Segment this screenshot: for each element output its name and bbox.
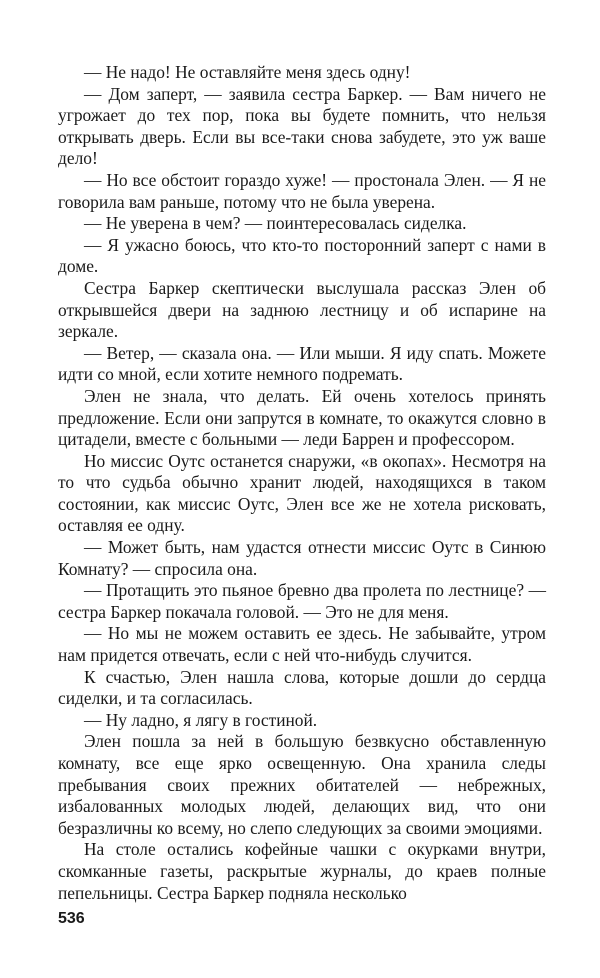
paragraph: — Дом заперт, — заявила сестра Баркер. — Вам ничего не угрожает до тех пор, пока вы будете помнить, что нельзя открывать дверь. Если вы все-таки снова забудете, это уж ваше дело! bbox=[58, 83, 546, 169]
paragraph: Сестра Баркер скептически выслушала рассказ Элен об открывшейся двери на заднюю лестницу и об испарине на зеркале. bbox=[58, 277, 546, 342]
paragraph: На столе остались кофейные чашки с окурками внутри, скомканные газеты, раскрытые журналы, до краев полные пепельницы. Сестра Баркер подняла несколько bbox=[58, 839, 546, 903]
paragraph: К счастью, Элен нашла слова, которые дошли до сердца сиделки, и та согласилась. bbox=[58, 666, 546, 709]
paragraph: — Ветер, — сказала она. — Или мыши. Я иду спать. Можете идти со мной, если хотите немного подремать. bbox=[58, 342, 546, 385]
paragraph: Элен не знала, что делать. Ей очень хотелось принять предложение. Если они запрутся в комнате, то окажутся словно в цитадели, вместе с больными — леди Баррен и профессором. bbox=[58, 385, 546, 450]
paragraph: Элен пошла за ней в большую безвкусно обставленную комнату, все еще ярко освещенную. Она хранила следы пребывания своих прежних обитателей — небрежных, избалованных молодых людей, делающих вид, что они безразличны ко всему, но слепо следующих за своими эмоциями. bbox=[58, 731, 546, 838]
paragraph: — Я ужасно боюсь, что кто-то посторонний заперт с нами в доме. bbox=[58, 234, 546, 277]
paragraph: — Но все обстоит гораздо хуже! — простонала Элен. — Я не говорила вам раньше, потому что не была уверена. bbox=[58, 169, 546, 212]
paragraph: — Ну ладно, я лягу в гостиной. bbox=[84, 709, 318, 730]
paragraph: — Протащить это пьяное бревно два пролета по лестнице? — сестра Баркер покачала головой. — Это не для меня. bbox=[58, 580, 546, 622]
paragraph: — Не надо! Не оставляйте меня здесь одну! bbox=[84, 62, 411, 82]
paragraph: — Не уверена в чем? — поинтересовалась сиделка. bbox=[84, 213, 467, 234]
paragraph: — Может быть, нам удастся отнести миссис Оутс в Синюю Комнату? — спросила она. bbox=[58, 537, 546, 579]
body-text bbox=[58, 62, 546, 904]
page-number: 536 bbox=[58, 910, 85, 927]
paragraph: — Но мы не можем оставить ее здесь. Не забывайте, утром нам придется отвечать, если с ней что-нибудь случится. bbox=[58, 623, 546, 666]
paragraph: Но миссис Оутс останется снаружи, «в окопах». Несмотря на то что судьба обычно хранит людей, находящихся в таком состоянии, как миссис Оутс, Элен все же не хотела рисковать, оставляя ее одну. bbox=[58, 450, 546, 536]
